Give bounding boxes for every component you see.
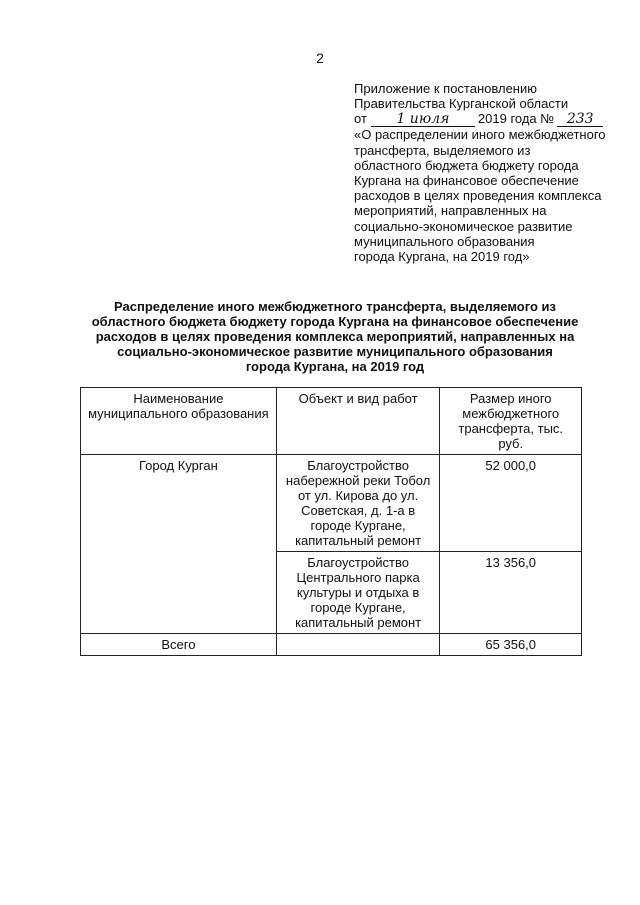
appendix-line-10: социально-экономическое развитие — [354, 218, 573, 234]
appendix-line-1: Приложение к постановлению — [354, 81, 537, 96]
document-title — [80, 299, 590, 374]
date-year: 2019 года № — [477, 111, 555, 127]
header-municipality: Наименование муниципального образования — [81, 388, 277, 455]
handwritten-date: 1 июля — [371, 113, 475, 127]
title-line-4: социально-экономическое развитие муниципального образования — [117, 344, 553, 359]
appendix-line-5: трансферта, выделяемого из — [354, 142, 531, 158]
appendix-line-6: областного бюджета бюджету города — [354, 157, 579, 173]
table-header-row — [81, 388, 582, 455]
page-number: 2 — [316, 50, 324, 66]
appendix-header — [354, 81, 624, 264]
total-amount: 65 356,0 — [440, 634, 582, 656]
total-row — [81, 634, 582, 656]
title-line-2: областного бюджета бюджету города Кургана на финансовое обеспечение — [91, 314, 579, 329]
date-prefix: от — [354, 111, 367, 127]
total-object-cell — [276, 634, 440, 656]
table-row — [81, 455, 582, 552]
amount-cell: 13 356,0 — [440, 552, 582, 634]
amount-cell: 52 000,0 — [440, 455, 582, 552]
appendix-line-8: расходов в целях проведения комплекса — [354, 188, 602, 204]
header-object: Объект и вид работ — [276, 388, 440, 455]
appendix-line-2: Правительства Курганской области — [354, 96, 569, 112]
handwritten-number: 233 — [557, 113, 603, 127]
appendix-line-12: города Кургана, на 2019 год» — [354, 249, 530, 265]
object-cell: Благоустройство Центрального парка культуры и отдыха в городе Кургане, капитальный ремонт — [276, 552, 440, 634]
title-line-1: Распределение иного межбюджетного трансферта, выделяемого из — [114, 299, 556, 314]
appendix-line-7: Кургана на финансовое обеспечение — [354, 173, 579, 189]
appendix-date-line — [354, 111, 624, 127]
distribution-table — [80, 387, 582, 656]
object-cell: Благоустройство набережной реки Тобол от ул. Кирова до ул. Советская, д. 1-а в городе Кургане, капитальный ремонт — [276, 455, 440, 552]
header-amount: Размер иного межбюджетного трансферта, тыс. руб. — [440, 388, 582, 455]
appendix-line-11: муниципального образования — [354, 233, 535, 249]
title-line-3: расходов в целях проведения комплекса мероприятий, направленных на — [95, 329, 575, 344]
appendix-line-9: мероприятий, направленных на — [354, 203, 547, 219]
municipality-cell: Город Курган — [81, 455, 277, 634]
appendix-line-4: «О распределении иного межбюджетного — [354, 127, 606, 143]
title-line-5: города Кургана, на 2019 год — [245, 359, 425, 374]
total-label: Всего — [81, 634, 277, 656]
